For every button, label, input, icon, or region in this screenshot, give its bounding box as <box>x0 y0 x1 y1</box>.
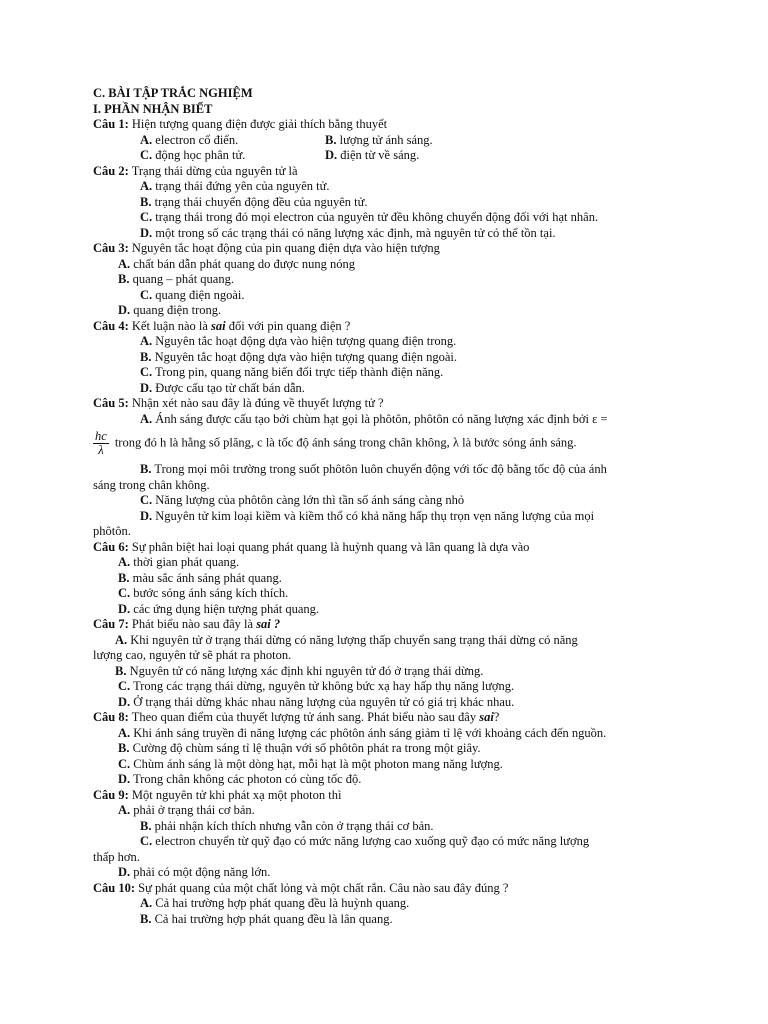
question-label: Câu 7: <box>93 617 129 631</box>
question-label: Câu 8: <box>93 710 129 724</box>
option-b-continuation: sáng trong chân không. <box>93 477 210 492</box>
option-c-continuation: thấp hơn. <box>93 849 140 864</box>
option-a: A. phải ở trạng thái cơ bản. <box>118 803 255 817</box>
question-text: Theo quan điểm của thuyết lượng tử ánh sang. Phát biểu nào sau đây <box>131 710 477 724</box>
option-a-continuation: $\frac{hc}{\lambda}$ trong đó h là hằng số plăng, c là tốc độ ánh sáng trong chân không, λ là bước sóng ánh sáng. <box>95 429 577 457</box>
option-a: A. trạng thái đứng yên của nguyên tử. <box>140 179 330 193</box>
question-3 <box>93 241 683 257</box>
fraction-numerator: hc <box>95 429 107 443</box>
question-label: Câu 4: <box>93 318 129 333</box>
option-b: B. Cường độ chùm sáng tỉ lệ thuận với số phôtôn phát ra trong một giây. <box>118 741 481 755</box>
question-text-end: đối với pin quang điện ? <box>228 318 351 333</box>
option-a: A. Khi nguyên tử ở trạng thái dừng có năng lượng thấp chuyển sang trạng thái dừng có năng <box>115 632 578 647</box>
quiz-content <box>93 86 683 927</box>
option-b: B. trạng thái chuyển động đều của nguyên tử. <box>140 194 368 209</box>
option-d: D. phải có một động năng lớn. <box>118 865 271 879</box>
question-label: Câu 2: <box>93 163 129 178</box>
question-10 <box>93 881 683 897</box>
question-text: Phát biểu nào sau đây là <box>131 617 254 631</box>
option-a: A. thời gian phát quang. <box>118 555 240 569</box>
question-text-end: ? <box>493 710 500 724</box>
option-c: C. Trong pin, quang năng biến đổi trực tiếp thành điện năng. <box>140 365 444 379</box>
option-b: B. Nguyên tắc hoạt động dựa vào hiện tượng quang điện ngoài. <box>140 349 457 364</box>
option-c: C. trạng thái trong đó mọi electron của nguyên tử đều không chuyển động đối với hạt nhân. <box>140 210 599 224</box>
option-b: B. Cả hai trường hợp phát quang đều là lân quang. <box>140 911 393 926</box>
option-b: B. màu sắc ánh sáng phát quang. <box>118 570 282 585</box>
hc-over-lambda-fraction <box>93 430 109 457</box>
option-d: D. một trong số các trạng thái có năng lượng xác định, mà nguyên tử có thể tồn tại. <box>140 225 556 240</box>
option-d: D. quang điện trong. <box>118 303 222 317</box>
question-text: Kết luận nào là <box>131 318 208 333</box>
option-d: D. Nguyên tử kim loại kiềm và kiềm thổ có khả năng hấp thụ trọn vẹn năng lượng của mọi <box>140 508 595 523</box>
fraction-denominator: λ <box>98 443 104 457</box>
question-text: Nguyên tắc hoạt động của pin quang điện dựa vào hiện tượng <box>131 241 440 255</box>
question-label: Câu 6: <box>93 539 129 554</box>
option-d-continuation: phôtôn. <box>93 524 131 538</box>
emphasis-sai: sai <box>211 318 226 333</box>
question-4 <box>93 319 683 335</box>
option-b: B. lượng tử ánh sáng. <box>325 132 433 147</box>
option-c: C. Trong các trạng thái dừng, nguyên tử không bức xạ hay hấp thụ năng lượng. <box>118 679 515 693</box>
question-text: Trạng thái dừng của nguyên tử là <box>131 163 298 178</box>
option-d: D. điện từ về sáng. <box>325 148 420 162</box>
question-label: Câu 5: <box>93 396 129 410</box>
option-a: A. electron cổ điển. <box>140 132 239 147</box>
option-a-continuation: lượng cao, nguyên tử sẽ phát ra photon. <box>93 648 292 662</box>
emphasis-sai: sai ? <box>256 617 281 631</box>
option-a: A. chất bán dẫn phát quang do được nung nóng <box>118 256 355 271</box>
option-c: C. Năng lượng của phôtôn càng lớn thì tần số ánh sáng càng nhỏ <box>140 493 465 507</box>
question-7 <box>93 617 683 633</box>
part-title: I. PHẦN NHẬN BIẾT <box>93 101 213 116</box>
option-a: A. Cả hai trường hợp phát quang đều là huỳnh quang. <box>140 896 410 910</box>
option-c: C. bước sóng ánh sáng kích thích. <box>118 586 289 600</box>
option-b: B. Nguyên tử có năng lượng xác định khi nguyên tử đó ở trạng thái dừng. <box>115 663 484 678</box>
emphasis-sai: sai <box>479 710 494 724</box>
question-text: Sự phát quang của một chất lỏng và một chất rắn. Câu nào sau đây đúng ? <box>138 880 509 895</box>
q1-options-row-1 <box>93 133 683 149</box>
question-6 <box>93 540 683 556</box>
question-8 <box>93 710 683 726</box>
option-d: D. Ở trạng thái dừng khác nhau năng lượng của nguyên tử có giá trị khác nhau. <box>118 694 515 709</box>
option-c: C. electron chuyển từ quỹ đạo có mức năng lượng cao xuống quỹ đạo có mức năng lượng <box>140 834 590 848</box>
question-1 <box>93 117 683 133</box>
option-a: A. Khi ánh sáng truyền đi năng lượng các phôtôn ánh sáng giảm tỉ lệ với khoảng cách đến nguồn. <box>118 725 607 740</box>
question-label: Câu 9: <box>93 787 129 802</box>
option-b: B. Trong mọi môi trường trong suốt phôtôn luôn chuyển động với tốc độ bằng tốc độ của ánh <box>140 462 607 476</box>
question-label: Câu 3: <box>93 241 129 255</box>
question-label: Câu 1: <box>93 117 129 131</box>
option-c: C. động học phân tử. <box>140 148 246 162</box>
question-label: Câu 10: <box>93 880 136 895</box>
question-text: Nhận xét nào sau đây là đúng về thuyết lượng tử ? <box>131 396 384 410</box>
option-d: D. Được cấu tạo từ chất bán dẫn. <box>140 380 305 395</box>
option-b: B. quang – phát quang. <box>118 272 234 286</box>
question-text: Sự phân biệt hai loại quang phát quang là huỳnh quang và lân quang là dựa vào <box>131 539 530 554</box>
q1-options-row-2 <box>93 148 683 164</box>
option-b: B. phải nhận kích thích nhưng vẫn còn ở trạng thái cơ bản. <box>140 818 434 833</box>
question-9 <box>93 788 683 804</box>
question-text: Hiện tượng quang điện được giải thích bằng thuyết <box>131 117 388 131</box>
option-d: D. Trong chân không các photon có cùng tốc độ. <box>118 772 362 786</box>
option-c: C. Chùm ánh sáng là một dòng hạt, mỗi hạt là một photon mang năng lượng. <box>118 756 503 771</box>
option-d: D. các ứng dụng hiện tượng phát quang. <box>118 601 320 616</box>
question-2 <box>93 164 683 180</box>
option-a: A. Nguyên tắc hoạt động dựa vào hiện tượng quang điện trong. <box>140 334 457 348</box>
option-a: A. Ánh sáng được cấu tạo bởi chùm hạt gọi là phôtôn, phôtôn có năng lượng xác định bởi ε = <box>140 411 608 426</box>
question-text: Một nguyên tử khi phát xạ một photon thì <box>131 787 342 802</box>
section-title: C. BÀI TẬP TRẮC NGHIỆM <box>93 86 253 100</box>
option-c: C. quang điện ngoài. <box>140 287 245 302</box>
question-5 <box>93 396 683 412</box>
